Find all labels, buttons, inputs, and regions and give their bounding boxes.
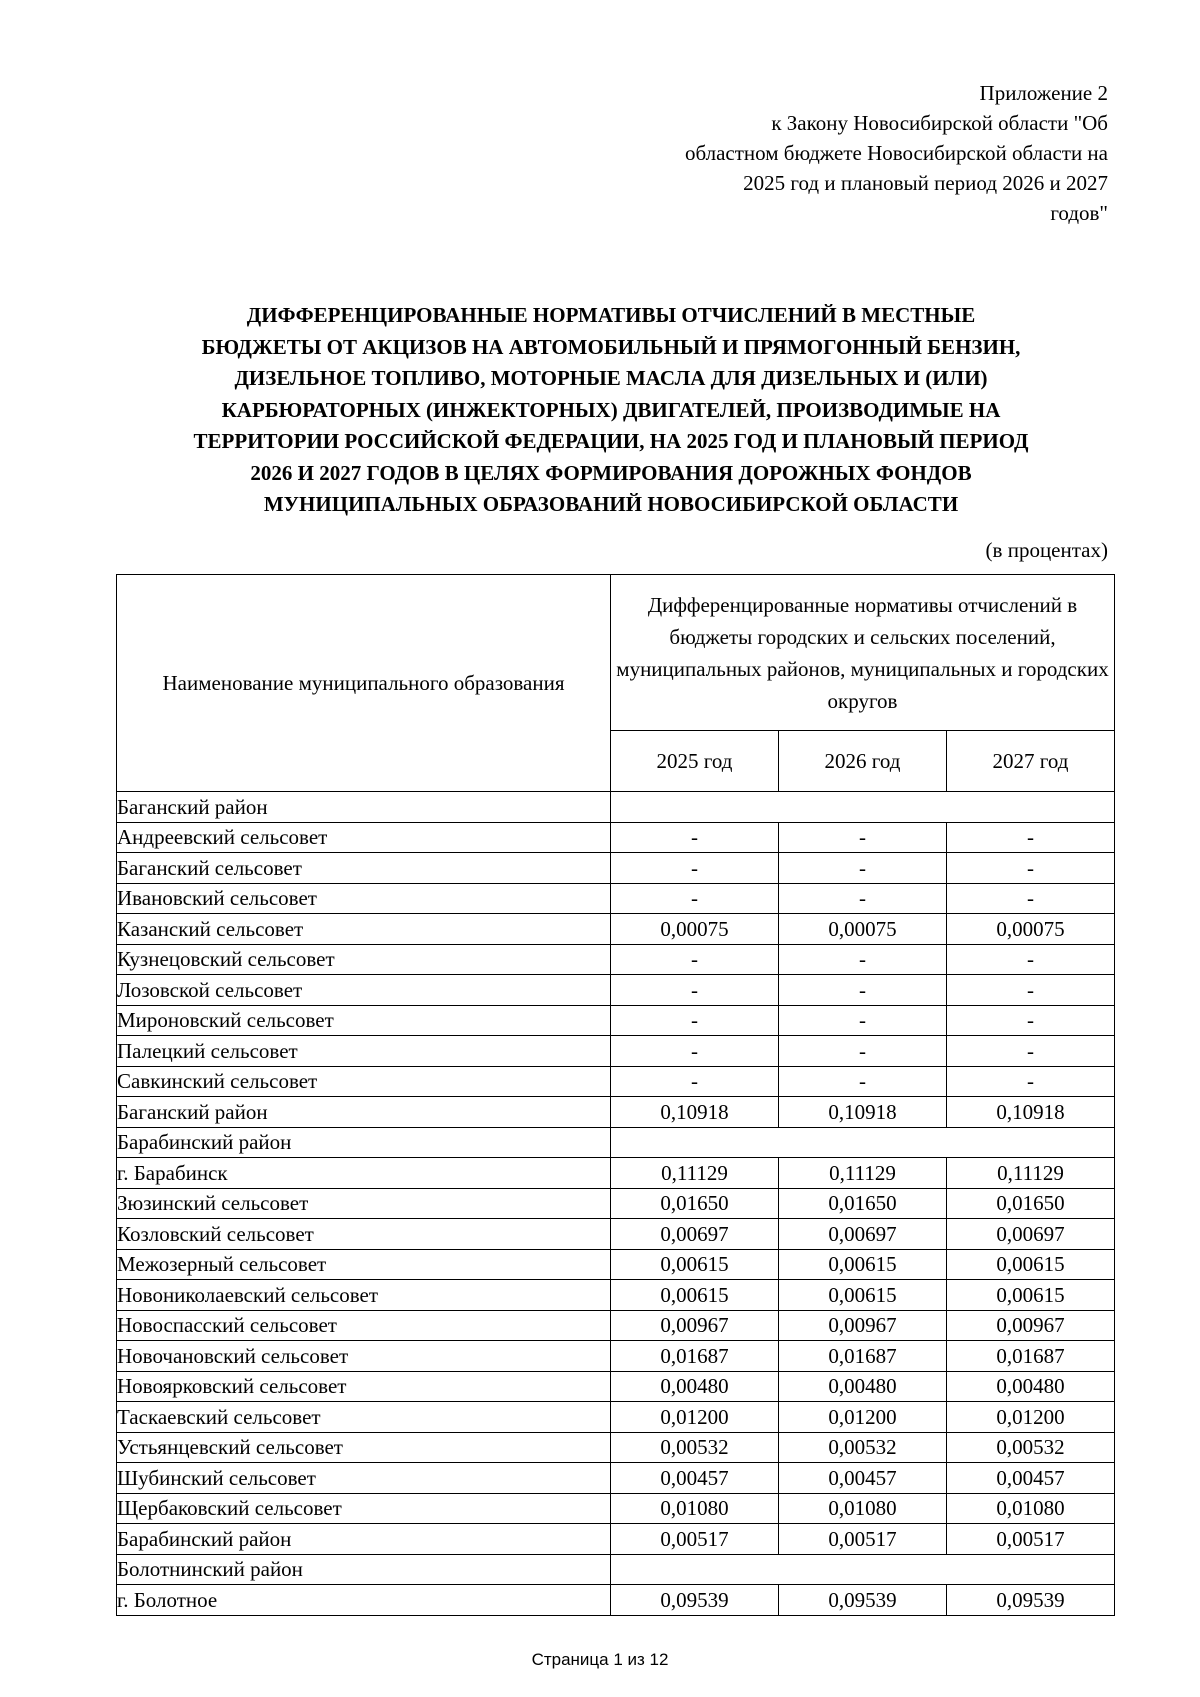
municipality-name: Новоярковский сельсовет [117, 1371, 611, 1402]
appendix-line: областном бюджете Новосибирской области на [684, 141, 1108, 165]
table-row [117, 1097, 1115, 1128]
value-2027: 0,01200 [947, 1402, 1115, 1433]
value-2026: 0,09539 [779, 1585, 947, 1616]
title-line: МУНИЦИПАЛЬНЫХ ОБРАЗОВАНИЙ НОВОСИБИРСКОЙ ОБЛАСТИ [263, 492, 959, 516]
name-column-header: Наименование муниципального образования [117, 575, 611, 792]
value-2026: - [779, 975, 947, 1006]
municipality-name: Новочановский сельсовет [117, 1341, 611, 1372]
value-2027: 0,00075 [947, 914, 1115, 945]
value-2025: 0,00532 [611, 1432, 779, 1463]
table-row [117, 975, 1115, 1006]
table-row [117, 853, 1115, 884]
value-2027: - [947, 975, 1115, 1006]
table-row [117, 1524, 1115, 1555]
value-2026: 0,00457 [779, 1463, 947, 1494]
value-2027: 0,00615 [947, 1280, 1115, 1311]
value-2027: 0,00517 [947, 1524, 1115, 1555]
title-line: ТЕРРИТОРИИ РОССИЙСКОЙ ФЕДЕРАЦИИ, НА 2025 ГОД И ПЛАНОВЫЙ ПЕРИОД [193, 429, 1029, 453]
appendix-line: годов" [1050, 201, 1108, 225]
value-2025: 0,11129 [611, 1158, 779, 1189]
value-2027: 0,09539 [947, 1585, 1115, 1616]
value-2027: - [947, 1066, 1115, 1097]
table-row [117, 1066, 1115, 1097]
section-empty-cell [611, 1127, 1115, 1158]
appendix-line: Приложение 2 [979, 81, 1108, 105]
value-2027: 0,00532 [947, 1432, 1115, 1463]
municipality-name: Казанский сельсовет [117, 914, 611, 945]
table-row [117, 1158, 1115, 1189]
municipality-name: Баганский сельсовет [117, 853, 611, 884]
value-2027: 0,00615 [947, 1249, 1115, 1280]
section-row [117, 792, 1115, 823]
value-2026: - [779, 883, 947, 914]
municipality-name: Межозерный сельсовет [117, 1249, 611, 1280]
value-2027: - [947, 944, 1115, 975]
municipality-name: Шубинский сельсовет [117, 1463, 611, 1494]
municipality-name: Кузнецовский сельсовет [117, 944, 611, 975]
year-header-2026: 2026 год [779, 731, 947, 792]
value-2027: - [947, 853, 1115, 884]
title-line: ДИЗЕЛЬНОЕ ТОПЛИВО, МОТОРНЫЕ МАСЛА ДЛЯ ДИЗЕЛЬНЫХ И (ИЛИ) [234, 366, 988, 390]
appendix-line: к Закону Новосибирской области "Об [771, 111, 1108, 135]
table-row [117, 1005, 1115, 1036]
table-row [117, 1219, 1115, 1250]
value-2026: - [779, 853, 947, 884]
value-2026: 0,00480 [779, 1371, 947, 1402]
municipality-name: Зюзинский сельсовет [117, 1188, 611, 1219]
year-header-2025: 2025 год [611, 731, 779, 792]
table-row [117, 1280, 1115, 1311]
table-row [117, 1249, 1115, 1280]
value-2027: - [947, 883, 1115, 914]
table-row [117, 914, 1115, 945]
value-2026: 0,01200 [779, 1402, 947, 1433]
table-row [117, 1371, 1115, 1402]
value-2026: - [779, 822, 947, 853]
municipality-name: Новоспасский сельсовет [117, 1310, 611, 1341]
value-2027: 0,01080 [947, 1493, 1115, 1524]
value-2026: 0,00075 [779, 914, 947, 945]
value-2026: 0,00967 [779, 1310, 947, 1341]
value-2027: 0,00967 [947, 1310, 1115, 1341]
table-row [117, 1432, 1115, 1463]
value-2026: 0,01080 [779, 1493, 947, 1524]
unit-note: (в процентах) [985, 538, 1108, 562]
municipality-name: Новониколаевский сельсовет [117, 1280, 611, 1311]
value-2026: 0,00532 [779, 1432, 947, 1463]
table-row [117, 1493, 1115, 1524]
value-2025: 0,00457 [611, 1463, 779, 1494]
title-line: 2026 И 2027 ГОДОВ В ЦЕЛЯХ ФОРМИРОВАНИЯ ДОРОЖНЫХ ФОНДОВ [250, 460, 972, 485]
value-2025: 0,10918 [611, 1097, 779, 1128]
value-2026: 0,00615 [779, 1280, 947, 1311]
table-body [117, 792, 1115, 1616]
table-row [117, 1188, 1115, 1219]
value-2027: - [947, 1036, 1115, 1067]
value-2025: - [611, 1005, 779, 1036]
section-empty-cell [611, 792, 1115, 823]
page-footer: Страница 1 из 12 [531, 1650, 669, 1669]
value-2027: 0,01650 [947, 1188, 1115, 1219]
section-empty-cell [611, 1554, 1115, 1585]
municipality-name: Савкинский сельсовет [117, 1066, 611, 1097]
appendix-block [588, 78, 1108, 228]
table-row [117, 1310, 1115, 1341]
value-2026: 0,00517 [779, 1524, 947, 1555]
value-2025: 0,00517 [611, 1524, 779, 1555]
table-row [117, 822, 1115, 853]
value-2025: - [611, 1066, 779, 1097]
value-2025: 0,01687 [611, 1341, 779, 1372]
section-row [117, 1127, 1115, 1158]
value-2027: 0,10918 [947, 1097, 1115, 1128]
municipality-name: Андреевский сельсовет [117, 822, 611, 853]
value-2026: 0,00697 [779, 1219, 947, 1250]
municipality-name: Таскаевский сельсовет [117, 1402, 611, 1433]
municipality-name: г. Болотное [117, 1585, 611, 1616]
municipality-name: Барабинский район [117, 1524, 611, 1555]
title-line: КАРБЮРАТОРНЫХ (ИНЖЕКТОРНЫХ) ДВИГАТЕЛЕЙ, ПРОИЗВОДИМЫЕ НА [221, 397, 1001, 422]
value-2027: 0,00480 [947, 1371, 1115, 1402]
value-2027: 0,00457 [947, 1463, 1115, 1494]
norms-group-header: Дифференцированные нормативы отчислений в бюджеты городских и сельских поселений, муниципальных районов, муниципальных и городских округов [611, 575, 1115, 731]
value-2026: - [779, 1066, 947, 1097]
municipality-name: г. Барабинск [117, 1158, 611, 1189]
value-2027: - [947, 1005, 1115, 1036]
year-header-2027: 2027 год [947, 731, 1115, 792]
value-2025: 0,00480 [611, 1371, 779, 1402]
value-2025: - [611, 822, 779, 853]
value-2026: - [779, 944, 947, 975]
value-2025: 0,01200 [611, 1402, 779, 1433]
appendix-line: 2025 год и плановый период 2026 и 2027 [743, 171, 1108, 195]
table-row [117, 1341, 1115, 1372]
value-2026: - [779, 1005, 947, 1036]
value-2025: 0,00615 [611, 1280, 779, 1311]
value-2025: 0,09539 [611, 1585, 779, 1616]
value-2026: 0,01687 [779, 1341, 947, 1372]
section-row [117, 1554, 1115, 1585]
title-line: ДИФФЕРЕНЦИРОВАННЫЕ НОРМАТИВЫ ОТЧИСЛЕНИЙ В МЕСТНЫЕ [246, 303, 976, 327]
value-2027: 0,00697 [947, 1219, 1115, 1250]
municipality-name: Палецкий сельсовет [117, 1036, 611, 1067]
value-2026: 0,00615 [779, 1249, 947, 1280]
value-2025: 0,00075 [611, 914, 779, 945]
value-2027: - [947, 822, 1115, 853]
value-2025: - [611, 975, 779, 1006]
value-2025: 0,00697 [611, 1219, 779, 1250]
value-2025: - [611, 883, 779, 914]
value-2025: 0,01080 [611, 1493, 779, 1524]
municipality-name: Баганский район [117, 1097, 611, 1128]
document-title [110, 300, 1112, 521]
municipality-name: Ивановский сельсовет [117, 883, 611, 914]
section-title: Барабинский район [117, 1127, 611, 1158]
table-row [117, 1463, 1115, 1494]
section-title: Баганский район [117, 792, 611, 823]
value-2027: 0,01687 [947, 1341, 1115, 1372]
value-2025: - [611, 944, 779, 975]
section-title: Болотнинский район [117, 1554, 611, 1585]
municipality-name: Лозовской сельсовет [117, 975, 611, 1006]
value-2025: 0,01650 [611, 1188, 779, 1219]
municipality-name: Козловский сельсовет [117, 1219, 611, 1250]
value-2026: - [779, 1036, 947, 1067]
value-2025: 0,00615 [611, 1249, 779, 1280]
value-2025: - [611, 1036, 779, 1067]
table-row [117, 883, 1115, 914]
municipality-name: Устьянцевский сельсовет [117, 1432, 611, 1463]
title-line: БЮДЖЕТЫ ОТ АКЦИЗОВ НА АВТОМОБИЛЬНЫЙ И ПРЯМОГОННЫЙ БЕНЗИН, [201, 334, 1021, 359]
value-2025: - [611, 853, 779, 884]
municipality-name: Мироновский сельсовет [117, 1005, 611, 1036]
table-row [117, 1036, 1115, 1067]
table-row [117, 1402, 1115, 1433]
value-2026: 0,01650 [779, 1188, 947, 1219]
table-row [117, 944, 1115, 975]
value-2026: 0,10918 [779, 1097, 947, 1128]
value-2025: 0,00967 [611, 1310, 779, 1341]
municipality-name: Щербаковский сельсовет [117, 1493, 611, 1524]
value-2027: 0,11129 [947, 1158, 1115, 1189]
norms-table [116, 574, 1115, 1616]
value-2026: 0,11129 [779, 1158, 947, 1189]
table-row [117, 1585, 1115, 1616]
